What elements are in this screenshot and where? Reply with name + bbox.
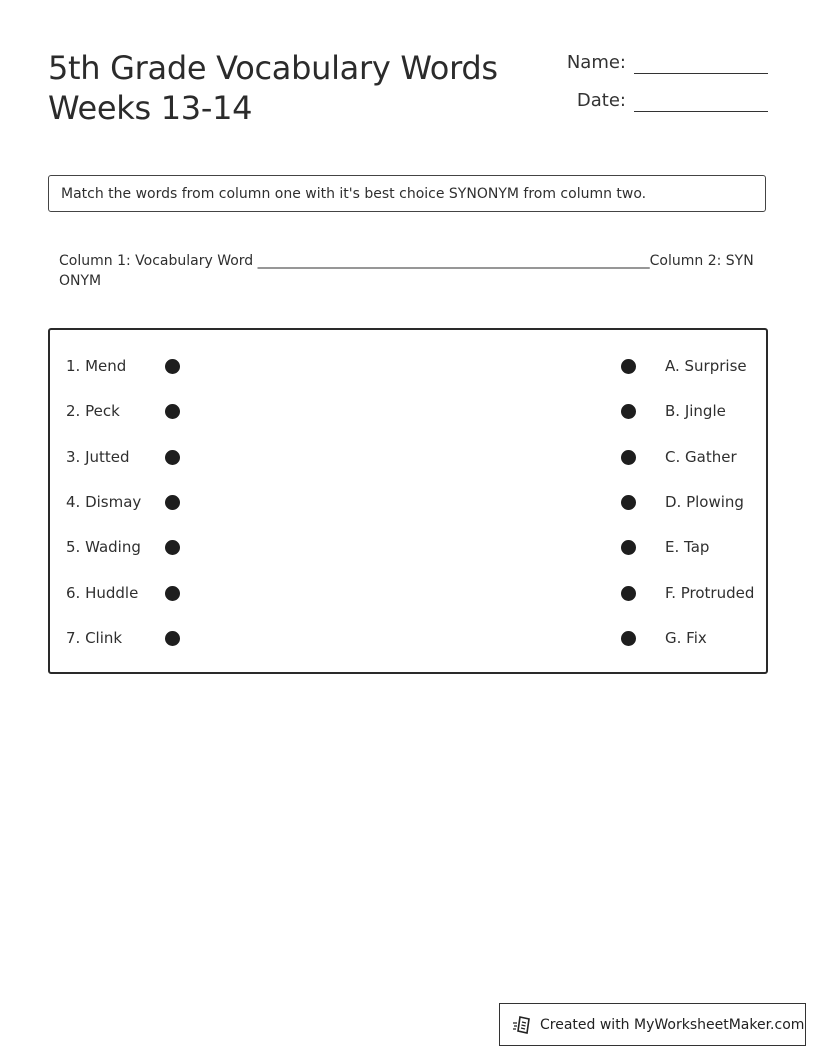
left-connector-dot[interactable] [165, 631, 180, 646]
right-connector-dot[interactable] [621, 540, 636, 555]
column-headings: Column 1: Vocabulary Word ________________________________________________________Column 2: SYNONYM [59, 253, 754, 289]
match-row [50, 355, 766, 377]
right-connector-dot[interactable] [621, 586, 636, 601]
name-field [567, 52, 768, 74]
right-connector-dot[interactable] [621, 450, 636, 465]
left-connector-dot[interactable] [165, 495, 180, 510]
synonym-option: B. Jingle [665, 402, 726, 420]
worksheet-title [48, 48, 528, 128]
match-row [50, 446, 766, 468]
vocabulary-word: 5. Wading [66, 538, 141, 556]
date-blank-line[interactable] [634, 91, 768, 112]
date-label: Date: [576, 90, 626, 111]
right-connector-dot[interactable] [621, 495, 636, 510]
vocabulary-word: 1. Mend [66, 357, 127, 375]
vocabulary-word: 6. Huddle [66, 584, 139, 602]
vocabulary-word: 2. Peck [66, 402, 120, 420]
right-connector-dot[interactable] [621, 631, 636, 646]
synonym-option: D. Plowing [665, 493, 744, 511]
right-connector-dot[interactable] [621, 404, 636, 419]
title-line-1: 5th Grade Vocabulary Words [48, 49, 498, 87]
match-row [50, 400, 766, 422]
match-row [50, 627, 766, 649]
worksheet-maker-logo-icon [512, 1014, 534, 1036]
left-connector-dot[interactable] [165, 586, 180, 601]
title-line-2: Weeks 13-14 [48, 89, 253, 127]
footer-text: Created with MyWorksheetMaker.com [540, 1016, 805, 1033]
left-connector-dot[interactable] [165, 404, 180, 419]
left-connector-dot[interactable] [165, 540, 180, 555]
left-connector-dot[interactable] [165, 450, 180, 465]
date-field [577, 90, 768, 112]
vocabulary-word: 3. Jutted [66, 448, 130, 466]
match-row [50, 582, 766, 604]
right-connector-dot[interactable] [621, 359, 636, 374]
match-row [50, 491, 766, 513]
created-with-badge[interactable] [499, 1003, 806, 1046]
match-row [50, 536, 766, 558]
instructions-box: Match the words from column one with it's best choice SYNONYM from column two. [48, 175, 766, 212]
matching-box [48, 328, 768, 674]
synonym-option: E. Tap [665, 538, 710, 556]
vocabulary-word: 4. Dismay [66, 493, 142, 511]
left-connector-dot[interactable] [165, 359, 180, 374]
synonym-option: F. Protruded [665, 584, 755, 602]
synonym-option: C. Gather [665, 448, 737, 466]
synonym-option: A. Surprise [665, 357, 747, 375]
synonym-option: G. Fix [665, 629, 707, 647]
vocabulary-word: 7. Clink [66, 629, 123, 647]
name-blank-line[interactable] [634, 53, 768, 74]
name-label: Name: [566, 52, 626, 73]
